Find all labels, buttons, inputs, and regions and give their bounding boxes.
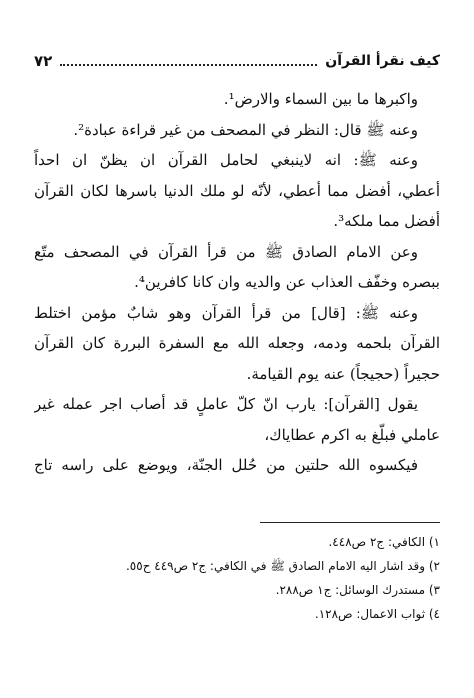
text-line: أفضل مما ملكه³. <box>333 212 440 230</box>
footnote: ٣) مستدرك الوسائل: ج١ ص٢٨٨. <box>275 583 440 597</box>
text-line: ببصره وخفّف العذاب عن والديه وان كانا كافرين⁴. <box>134 273 440 291</box>
footnote: ٢) وقد اشار اليه الامام الصادق ﷺ في الكافي: ج٢ ص٤٤٩ ح٥٥. <box>125 559 440 573</box>
footnote: ٤) ثواب الاعمال: ص١٢٨. <box>314 607 440 621</box>
text-line: واكبرها ما بين السماء والارض¹. <box>223 90 418 108</box>
page-number: ٧٢ <box>34 52 53 70</box>
text-line: يقول [القرآن]: يارب انّ كلّ عاملٍ قد أصاب اجر عمله غير <box>34 395 418 413</box>
footnote: ١) الكافي: ج٢ ص٤٤٨. <box>328 535 440 549</box>
footnotes <box>34 530 440 626</box>
text-line: أعطي، أفضل مما أعطي، لأنّه لو ملك الدنيا باسرها لكان القرآن <box>34 181 440 200</box>
text-line: عاملي فبلّغ به اكرم عطاياك، <box>264 425 440 444</box>
text-line: وعنه ﷺ قال: النظر في المصحف من غير قراءة عبادة². <box>73 120 418 139</box>
text-line: وعن الامام الصادق ﷺ من قرأ القرآن في المصحف متّع <box>34 242 418 261</box>
header-dotted-leader <box>60 64 317 66</box>
footnote-separator <box>260 522 440 523</box>
running-title: كيف نقرأ القرآن <box>325 53 440 69</box>
body-text <box>34 84 440 481</box>
text-line: وعنه ﷺ: [قال] من قرأ القرآن وهو شابٌ مؤمن اختلط <box>34 303 418 322</box>
page-header <box>34 50 440 72</box>
text-line: حجيراً (حجيجاً) عنه يوم القيامة. <box>246 364 440 383</box>
text-line: القرآن بلحمه ودمه، وجعله الله مع السفرة البررة كان القرآن <box>34 334 440 352</box>
text-line: فيكسوه الله حلتين من حُلل الجنّة، ويوضع على راسه تاج <box>34 456 418 474</box>
text-line: وعنه ﷺ: انه لاينبغي لحامل القرآن ان يظنّ ان احداً <box>34 151 418 169</box>
